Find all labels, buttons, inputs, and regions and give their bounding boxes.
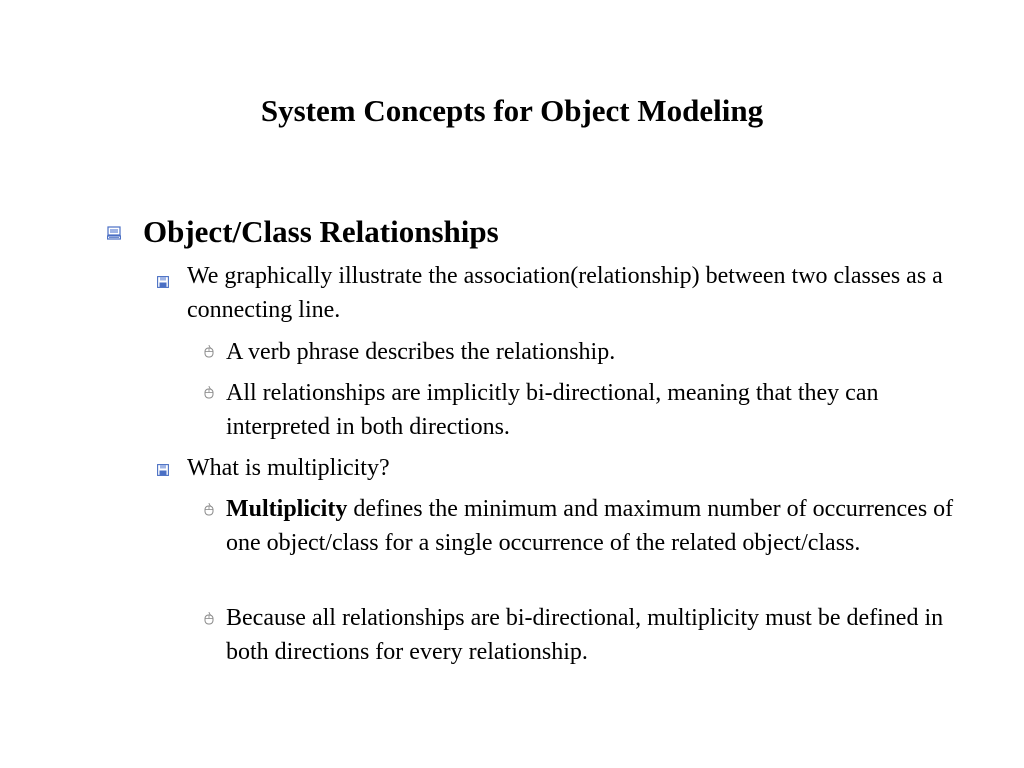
mouse-icon — [203, 344, 215, 358]
multiplicity-definition-text: defines the minimum and maximum number of occurrences of one object/class for a single occurrence of the related object/class. — [226, 496, 954, 556]
sub-bullet-multiplicity-definition — [226, 492, 986, 560]
mouse-icon — [203, 611, 215, 625]
mouse-icon — [203, 385, 215, 399]
sub-bullet-bidirectional: All relationships are implicitly bi-directional, meaning that they can interpreted in both directions. — [226, 380, 879, 440]
sub-bullet-multiplicity-both-directions: Because all relationships are bi-directional, multiplicity must be defined in both directions for every relationship. — [226, 605, 944, 665]
heading-object-class-relationships: Object/Class Relationships — [143, 214, 499, 249]
multiplicity-term: Multiplicity — [226, 496, 348, 522]
bullet-what-is-multiplicity: What is multiplicity? — [187, 455, 390, 481]
mouse-icon — [203, 502, 215, 516]
sub-bullet-verb-phrase: A verb phrase describes the relationship. — [226, 339, 616, 365]
bullet-association-line: We graphically illustrate the association(relationship) between two classes as a connecting line. — [187, 263, 943, 323]
slide-title: System Concepts for Object Modeling — [260, 93, 764, 128]
floppy-disk-icon — [157, 464, 169, 476]
floppy-disk-icon — [157, 276, 169, 288]
computer-icon — [107, 226, 121, 240]
